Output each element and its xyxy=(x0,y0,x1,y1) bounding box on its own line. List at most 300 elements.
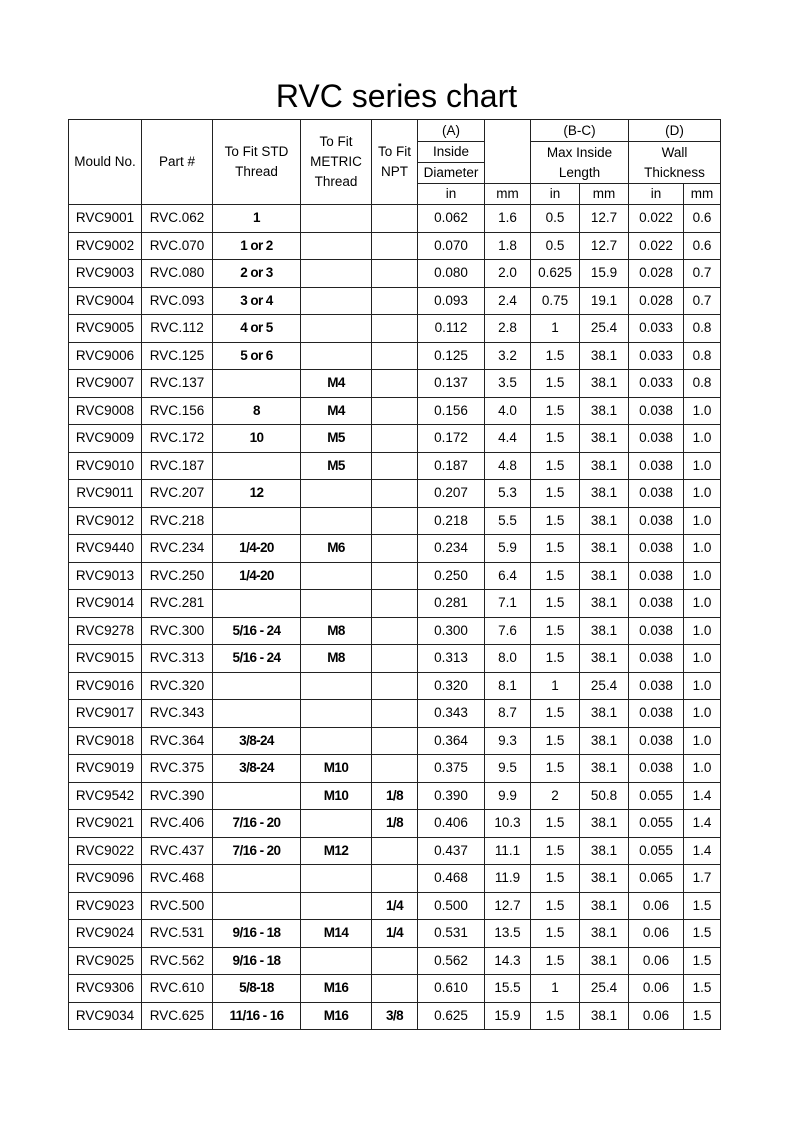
header-max-inside-length xyxy=(531,142,629,184)
table-body xyxy=(69,205,721,1030)
cell-d-mm: 1.0 xyxy=(684,535,721,563)
header-diameter: Diameter xyxy=(418,163,485,184)
cell-bc-in: 1.5 xyxy=(531,810,580,838)
cell-metric-thread: M12 xyxy=(301,837,372,865)
cell-a-mm: 13.5 xyxy=(485,920,531,948)
cell-a-in: 0.531 xyxy=(418,920,485,948)
cell-std-thread xyxy=(213,892,301,920)
cell-a-mm: 2.0 xyxy=(485,260,531,288)
cell-d-mm: 1.0 xyxy=(684,425,721,453)
table-row xyxy=(69,645,721,673)
cell-mould-no: RVC9025 xyxy=(69,947,142,975)
table-row xyxy=(69,810,721,838)
table-row xyxy=(69,590,721,618)
cell-bc-in: 1 xyxy=(531,975,580,1003)
table-row xyxy=(69,232,721,260)
cell-std-thread xyxy=(213,370,301,398)
cell-a-in: 0.500 xyxy=(418,892,485,920)
cell-a-in: 0.156 xyxy=(418,397,485,425)
cell-a-in: 0.313 xyxy=(418,645,485,673)
cell-d-in: 0.06 xyxy=(629,920,684,948)
cell-d-mm: 1.0 xyxy=(684,700,721,728)
cell-d-mm: 0.6 xyxy=(684,205,721,233)
cell-d-mm: 1.0 xyxy=(684,727,721,755)
cell-part-no: RVC.320 xyxy=(142,672,213,700)
cell-std-thread xyxy=(213,507,301,535)
cell-bc-in: 1.5 xyxy=(531,535,580,563)
cell-mould-no: RVC9013 xyxy=(69,562,142,590)
cell-mould-no: RVC9017 xyxy=(69,700,142,728)
cell-bc-in: 0.5 xyxy=(531,232,580,260)
cell-bc-in: 1 xyxy=(531,672,580,700)
cell-part-no: RVC.112 xyxy=(142,315,213,343)
cell-part-no: RVC.207 xyxy=(142,480,213,508)
cell-bc-mm: 38.1 xyxy=(580,370,629,398)
table-row xyxy=(69,782,721,810)
cell-bc-mm: 38.1 xyxy=(580,535,629,563)
cell-d-in: 0.033 xyxy=(629,315,684,343)
cell-a-mm: 6.4 xyxy=(485,562,531,590)
cell-mould-no: RVC9008 xyxy=(69,397,142,425)
cell-mould-no: RVC9022 xyxy=(69,837,142,865)
cell-bc-mm: 12.7 xyxy=(580,205,629,233)
cell-d-in: 0.038 xyxy=(629,590,684,618)
cell-metric-thread xyxy=(301,590,372,618)
cell-bc-mm: 50.8 xyxy=(580,782,629,810)
cell-d-mm: 0.6 xyxy=(684,232,721,260)
table-row xyxy=(69,480,721,508)
cell-d-mm: 0.7 xyxy=(684,260,721,288)
table-row xyxy=(69,535,721,563)
cell-a-in: 0.187 xyxy=(418,452,485,480)
cell-d-in: 0.038 xyxy=(629,425,684,453)
cell-a-mm: 5.9 xyxy=(485,535,531,563)
cell-d-in: 0.033 xyxy=(629,370,684,398)
cell-a-in: 0.320 xyxy=(418,672,485,700)
cell-bc-mm: 38.1 xyxy=(580,837,629,865)
cell-npt xyxy=(372,205,418,233)
header-metric-line1: To Fit xyxy=(319,134,353,149)
cell-std-thread xyxy=(213,865,301,893)
cell-part-no: RVC.313 xyxy=(142,645,213,673)
cell-npt xyxy=(372,947,418,975)
cell-part-no: RVC.250 xyxy=(142,562,213,590)
cell-metric-thread xyxy=(301,562,372,590)
cell-a-in: 0.375 xyxy=(418,755,485,783)
cell-bc-mm: 19.1 xyxy=(580,287,629,315)
header-d-in: in xyxy=(629,184,684,205)
cell-a-in: 0.625 xyxy=(418,1002,485,1030)
cell-a-mm: 14.3 xyxy=(485,947,531,975)
cell-metric-thread: M6 xyxy=(301,535,372,563)
cell-a-in: 0.343 xyxy=(418,700,485,728)
cell-metric-thread xyxy=(301,287,372,315)
cell-d-in: 0.06 xyxy=(629,1002,684,1030)
cell-metric-thread: M10 xyxy=(301,782,372,810)
cell-bc-in: 0.5 xyxy=(531,205,580,233)
header-inside: Inside xyxy=(418,142,485,163)
header-npt xyxy=(372,120,418,205)
cell-part-no: RVC.080 xyxy=(142,260,213,288)
cell-bc-mm: 38.1 xyxy=(580,865,629,893)
cell-npt xyxy=(372,260,418,288)
table-row xyxy=(69,452,721,480)
cell-npt xyxy=(372,672,418,700)
cell-a-mm: 7.1 xyxy=(485,590,531,618)
cell-d-in: 0.038 xyxy=(629,755,684,783)
cell-a-in: 0.406 xyxy=(418,810,485,838)
cell-a-mm: 9.9 xyxy=(485,782,531,810)
cell-a-mm: 2.4 xyxy=(485,287,531,315)
table-row xyxy=(69,975,721,1003)
cell-std-thread: 11/16 - 16 xyxy=(213,1002,301,1030)
cell-std-thread: 9/16 - 18 xyxy=(213,920,301,948)
header-mould-no: Mould No. xyxy=(69,120,142,205)
cell-part-no: RVC.390 xyxy=(142,782,213,810)
cell-std-thread: 3/8-24 xyxy=(213,755,301,783)
cell-part-no: RVC.364 xyxy=(142,727,213,755)
cell-bc-in: 1.5 xyxy=(531,1002,580,1030)
header-bc-line2: Length xyxy=(558,164,601,180)
cell-d-in: 0.06 xyxy=(629,975,684,1003)
header-d-mm: mm xyxy=(684,184,721,205)
cell-bc-mm: 38.1 xyxy=(580,452,629,480)
cell-d-in: 0.065 xyxy=(629,865,684,893)
cell-metric-thread: M14 xyxy=(301,920,372,948)
cell-std-thread xyxy=(213,700,301,728)
cell-npt xyxy=(372,480,418,508)
table-row xyxy=(69,755,721,783)
cell-a-in: 0.070 xyxy=(418,232,485,260)
cell-bc-mm: 38.1 xyxy=(580,590,629,618)
cell-part-no: RVC.125 xyxy=(142,342,213,370)
cell-npt xyxy=(372,562,418,590)
table-row xyxy=(69,342,721,370)
cell-d-mm: 1.5 xyxy=(684,892,721,920)
cell-bc-mm: 25.4 xyxy=(580,315,629,343)
header-bc: (B-C) xyxy=(531,120,629,142)
cell-d-in: 0.055 xyxy=(629,810,684,838)
cell-npt xyxy=(372,342,418,370)
cell-metric-thread xyxy=(301,700,372,728)
cell-std-thread: 12 xyxy=(213,480,301,508)
table-row xyxy=(69,947,721,975)
cell-bc-in: 1 xyxy=(531,315,580,343)
cell-metric-thread xyxy=(301,810,372,838)
cell-std-thread: 7/16 - 20 xyxy=(213,837,301,865)
cell-npt xyxy=(372,370,418,398)
cell-npt xyxy=(372,645,418,673)
cell-mould-no: RVC9019 xyxy=(69,755,142,783)
cell-std-thread xyxy=(213,590,301,618)
cell-a-in: 0.080 xyxy=(418,260,485,288)
cell-d-in: 0.038 xyxy=(629,672,684,700)
cell-npt xyxy=(372,452,418,480)
cell-bc-mm: 38.1 xyxy=(580,920,629,948)
cell-bc-mm: 38.1 xyxy=(580,755,629,783)
cell-npt: 1/4 xyxy=(372,920,418,948)
cell-bc-mm: 38.1 xyxy=(580,810,629,838)
cell-d-in: 0.055 xyxy=(629,782,684,810)
cell-d-in: 0.038 xyxy=(629,562,684,590)
table-row xyxy=(69,397,721,425)
cell-metric-thread xyxy=(301,892,372,920)
cell-npt: 1/8 xyxy=(372,782,418,810)
cell-mould-no: RVC9016 xyxy=(69,672,142,700)
cell-mould-no: RVC9012 xyxy=(69,507,142,535)
cell-a-mm: 5.5 xyxy=(485,507,531,535)
cell-metric-thread: M4 xyxy=(301,397,372,425)
cell-std-thread: 5/16 - 24 xyxy=(213,645,301,673)
table-row xyxy=(69,672,721,700)
cell-npt xyxy=(372,617,418,645)
cell-part-no: RVC.437 xyxy=(142,837,213,865)
cell-bc-in: 1.5 xyxy=(531,920,580,948)
cell-metric-thread: M5 xyxy=(301,425,372,453)
cell-a-mm: 2.8 xyxy=(485,315,531,343)
table-row xyxy=(69,700,721,728)
cell-a-mm: 4.0 xyxy=(485,397,531,425)
cell-d-in: 0.038 xyxy=(629,452,684,480)
cell-d-mm: 1.5 xyxy=(684,1002,721,1030)
cell-d-mm: 1.4 xyxy=(684,782,721,810)
cell-std-thread: 10 xyxy=(213,425,301,453)
cell-d-mm: 0.8 xyxy=(684,370,721,398)
cell-a-in: 0.437 xyxy=(418,837,485,865)
cell-bc-mm: 38.1 xyxy=(580,645,629,673)
cell-std-thread: 1/4-20 xyxy=(213,562,301,590)
table-row xyxy=(69,837,721,865)
cell-mould-no: RVC9014 xyxy=(69,590,142,618)
cell-bc-in: 1.5 xyxy=(531,755,580,783)
cell-part-no: RVC.281 xyxy=(142,590,213,618)
table-row xyxy=(69,425,721,453)
cell-d-in: 0.038 xyxy=(629,700,684,728)
cell-mould-no: RVC9096 xyxy=(69,865,142,893)
cell-npt xyxy=(372,287,418,315)
cell-std-thread: 1/4-20 xyxy=(213,535,301,563)
table-row xyxy=(69,727,721,755)
cell-a-in: 0.062 xyxy=(418,205,485,233)
cell-bc-in: 1.5 xyxy=(531,425,580,453)
cell-metric-thread xyxy=(301,260,372,288)
cell-part-no: RVC.343 xyxy=(142,700,213,728)
cell-npt xyxy=(372,232,418,260)
cell-part-no: RVC.218 xyxy=(142,507,213,535)
cell-bc-mm: 38.1 xyxy=(580,397,629,425)
cell-part-no: RVC.156 xyxy=(142,397,213,425)
cell-npt xyxy=(372,425,418,453)
cell-bc-in: 1.5 xyxy=(531,727,580,755)
cell-a-in: 0.234 xyxy=(418,535,485,563)
table-row xyxy=(69,370,721,398)
cell-a-mm: 4.4 xyxy=(485,425,531,453)
cell-part-no: RVC.187 xyxy=(142,452,213,480)
cell-metric-thread xyxy=(301,480,372,508)
header-part-no: Part # xyxy=(142,120,213,205)
header-metric-line2: METRIC xyxy=(310,154,362,169)
cell-metric-thread: M16 xyxy=(301,975,372,1003)
cell-std-thread: 1 xyxy=(213,205,301,233)
table-row xyxy=(69,205,721,233)
cell-a-mm: 8.0 xyxy=(485,645,531,673)
cell-npt: 1/8 xyxy=(372,810,418,838)
cell-npt xyxy=(372,727,418,755)
cell-bc-in: 1.5 xyxy=(531,370,580,398)
cell-part-no: RVC.468 xyxy=(142,865,213,893)
cell-mould-no: RVC9024 xyxy=(69,920,142,948)
cell-bc-in: 1.5 xyxy=(531,452,580,480)
cell-bc-mm: 38.1 xyxy=(580,617,629,645)
cell-metric-thread xyxy=(301,507,372,535)
cell-mould-no: RVC9542 xyxy=(69,782,142,810)
header-std-line1: To Fit STD xyxy=(224,144,289,159)
cell-bc-in: 1.5 xyxy=(531,507,580,535)
rvc-series-table xyxy=(68,119,721,1030)
table-row xyxy=(69,260,721,288)
header-a-in: in xyxy=(418,184,485,205)
cell-part-no: RVC.625 xyxy=(142,1002,213,1030)
cell-a-in: 0.207 xyxy=(418,480,485,508)
cell-mould-no: RVC9007 xyxy=(69,370,142,398)
cell-d-in: 0.033 xyxy=(629,342,684,370)
cell-bc-mm: 38.1 xyxy=(580,480,629,508)
cell-bc-mm: 38.1 xyxy=(580,562,629,590)
cell-a-mm: 1.6 xyxy=(485,205,531,233)
cell-d-in: 0.06 xyxy=(629,892,684,920)
cell-a-in: 0.281 xyxy=(418,590,485,618)
cell-mould-no: RVC9010 xyxy=(69,452,142,480)
cell-metric-thread: M4 xyxy=(301,370,372,398)
cell-d-mm: 1.0 xyxy=(684,562,721,590)
cell-d-in: 0.038 xyxy=(629,507,684,535)
cell-d-in: 0.022 xyxy=(629,205,684,233)
table-row xyxy=(69,892,721,920)
cell-a-mm: 3.5 xyxy=(485,370,531,398)
cell-a-mm: 9.3 xyxy=(485,727,531,755)
cell-part-no: RVC.062 xyxy=(142,205,213,233)
cell-metric-thread xyxy=(301,727,372,755)
cell-d-in: 0.038 xyxy=(629,645,684,673)
header-std-line2: Thread xyxy=(235,164,278,179)
cell-std-thread: 4 or 5 xyxy=(213,315,301,343)
cell-a-in: 0.172 xyxy=(418,425,485,453)
cell-mould-no: RVC9004 xyxy=(69,287,142,315)
table-row xyxy=(69,562,721,590)
cell-d-mm: 0.7 xyxy=(684,287,721,315)
header-npt-line2: NPT xyxy=(381,164,408,179)
cell-std-thread: 7/16 - 20 xyxy=(213,810,301,838)
cell-part-no: RVC.070 xyxy=(142,232,213,260)
cell-npt: 3/8 xyxy=(372,1002,418,1030)
cell-bc-in: 1.5 xyxy=(531,562,580,590)
cell-std-thread xyxy=(213,672,301,700)
cell-a-in: 0.250 xyxy=(418,562,485,590)
cell-d-mm: 1.0 xyxy=(684,452,721,480)
cell-metric-thread xyxy=(301,865,372,893)
header-metric-line3: Thread xyxy=(314,174,358,189)
cell-a-in: 0.300 xyxy=(418,617,485,645)
cell-d-mm: 1.0 xyxy=(684,480,721,508)
header-bc-line1: Max Inside xyxy=(546,144,613,160)
header-wall-thickness xyxy=(629,142,721,184)
cell-d-mm: 1.5 xyxy=(684,920,721,948)
cell-metric-thread xyxy=(301,342,372,370)
cell-metric-thread xyxy=(301,672,372,700)
cell-npt xyxy=(372,755,418,783)
cell-a-in: 0.125 xyxy=(418,342,485,370)
cell-a-in: 0.218 xyxy=(418,507,485,535)
cell-d-in: 0.038 xyxy=(629,397,684,425)
cell-npt xyxy=(372,397,418,425)
cell-mould-no: RVC9005 xyxy=(69,315,142,343)
cell-d-mm: 1.0 xyxy=(684,397,721,425)
cell-mould-no: RVC9021 xyxy=(69,810,142,838)
cell-bc-in: 0.625 xyxy=(531,260,580,288)
cell-part-no: RVC.093 xyxy=(142,287,213,315)
cell-d-mm: 1.0 xyxy=(684,617,721,645)
cell-npt xyxy=(372,837,418,865)
cell-d-mm: 1.0 xyxy=(684,672,721,700)
header-bc-mm: mm xyxy=(580,184,629,205)
cell-bc-mm: 38.1 xyxy=(580,727,629,755)
cell-bc-mm: 25.4 xyxy=(580,975,629,1003)
header-d: (D) xyxy=(629,120,721,142)
cell-a-mm: 1.8 xyxy=(485,232,531,260)
cell-metric-thread: M8 xyxy=(301,617,372,645)
cell-part-no: RVC.300 xyxy=(142,617,213,645)
cell-part-no: RVC.406 xyxy=(142,810,213,838)
header-d-line2: Thickness xyxy=(644,164,705,180)
cell-metric-thread xyxy=(301,232,372,260)
cell-bc-mm: 25.4 xyxy=(580,672,629,700)
table-row xyxy=(69,1002,721,1030)
cell-d-in: 0.038 xyxy=(629,535,684,563)
cell-part-no: RVC.234 xyxy=(142,535,213,563)
cell-d-in: 0.028 xyxy=(629,287,684,315)
cell-d-mm: 1.5 xyxy=(684,975,721,1003)
cell-std-thread: 3 or 4 xyxy=(213,287,301,315)
cell-metric-thread: M10 xyxy=(301,755,372,783)
header-a: (A) xyxy=(418,120,485,142)
header-a-blank xyxy=(485,120,531,184)
cell-a-in: 0.364 xyxy=(418,727,485,755)
cell-metric-thread: M8 xyxy=(301,645,372,673)
cell-d-mm: 1.7 xyxy=(684,865,721,893)
cell-bc-mm: 38.1 xyxy=(580,947,629,975)
cell-npt: 1/4 xyxy=(372,892,418,920)
cell-metric-thread: M5 xyxy=(301,452,372,480)
cell-a-mm: 8.7 xyxy=(485,700,531,728)
cell-d-mm: 0.8 xyxy=(684,342,721,370)
cell-bc-mm: 38.1 xyxy=(580,507,629,535)
cell-std-thread: 2 or 3 xyxy=(213,260,301,288)
table-row xyxy=(69,920,721,948)
cell-metric-thread xyxy=(301,205,372,233)
header-bc-in: in xyxy=(531,184,580,205)
cell-part-no: RVC.137 xyxy=(142,370,213,398)
cell-a-mm: 7.6 xyxy=(485,617,531,645)
cell-a-mm: 8.1 xyxy=(485,672,531,700)
cell-bc-mm: 15.9 xyxy=(580,260,629,288)
cell-npt xyxy=(372,535,418,563)
cell-bc-in: 1.5 xyxy=(531,342,580,370)
cell-std-thread: 8 xyxy=(213,397,301,425)
cell-bc-in: 1.5 xyxy=(531,892,580,920)
cell-part-no: RVC.500 xyxy=(142,892,213,920)
cell-bc-in: 1.5 xyxy=(531,617,580,645)
cell-d-in: 0.038 xyxy=(629,480,684,508)
